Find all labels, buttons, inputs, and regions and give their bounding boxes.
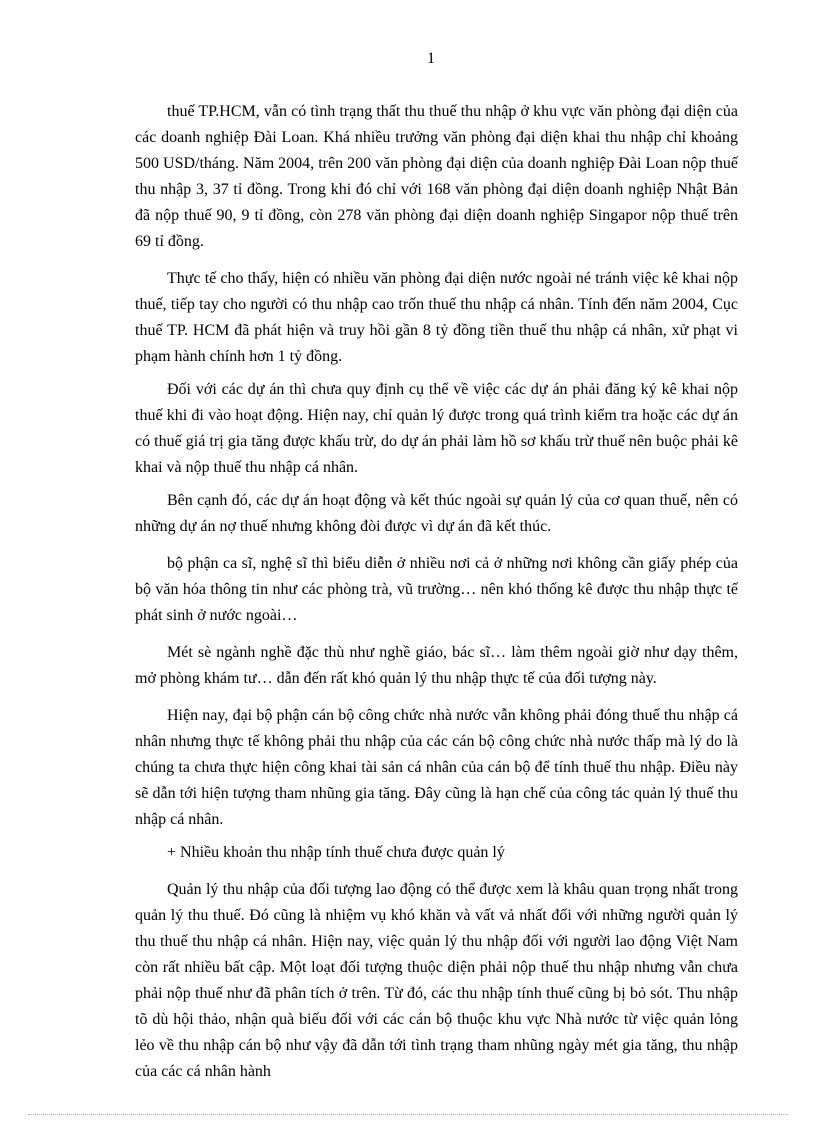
section-bullet-heading: + Nhiều khoản thu nhập tính thuế chưa được quản lý — [167, 844, 505, 861]
paragraph: Quản lý thu nhập của đối tượng lao động có thể được xem là khâu quan trọng nhất trong quản lý thu thuế. Đó cũng là nhiệm vụ khó khăn và vất vả nhất đối với những người quản lý thu thuế thu nhập cá nhân. Hiện nay, việc quản lý thu nhập đối với người lao động Việt Nam còn rất nhiều bất cập. Một loạt đối tượng thuộc diện phải nộp thuế thu nhập nhưng vẫn chưa phải nộp thuế như đã phân tích ở trên. Từ đó, các thu nhập tính thuế cũng bị bỏ sót. Thu nhập tõ dù hội thảo, nhận quà biếu đối với các cán bộ thuộc khu vực Nhà nước từ việc quản lỏng lẻo về thu nhập cán bộ như vậy đã dẫn tới tình trạng tham nhũng ngày mét gia tăng, thu nhập của các cá nhân hành — [135, 881, 738, 1080]
paragraph: Bên cạnh đó, các dự án hoạt động và kết thúc ngoài sự quản lý của cơ quan thuế, nên có những dự án nợ thuế nhưng không đòi được vì dự án đã kết thúc. — [135, 492, 738, 535]
paragraph: Mét sè ngành nghề đặc thù như nghề giáo, bác sĩ… làm thêm ngoài giờ như dạy thêm, mở phòng khám tư… dẫn đến rất khó quản lý thu nhập thực tế của đối tượng này. — [135, 644, 738, 687]
paragraph: Đối với các dự án thì chưa quy định cụ thể về việc các dự án phải đăng ký kê khai nộp thuế khi đi vào hoạt động. Hiện nay, chỉ quản lý được trong quá trình kiểm tra hoặc các dự án có thuế giá trị gia tăng được khấu trừ, do dự án phải làm hồ sơ khấu trừ thuế nên buộc phải kê khai và nộp thuế thu nhập cá nhân. — [135, 381, 738, 476]
paragraph: thuế TP.HCM, vẫn có tình trạng thất thu thuế thu nhập ở khu vực văn phòng đại diện của các doanh nghiệp Đài Loan. Khá nhiều trưởng văn phòng đại diện khai thu nhập chỉ khoảng 500 USD/tháng. Năm 2004, trên 200 văn phòng đại diện của doanh nghiệp Đài Loan nộp thuế thu nhập 3, 37 tỉ đồng. Trong khi đó chỉ với 168 văn phòng đại diện doanh nghiệp Nhật Bản đã nộp thuế 90, 9 tỉ đồng, còn 278 văn phòng đại diện doanh nghiệp Singapor nộp thuế trên 69 tỉ đồng. — [135, 103, 738, 250]
paragraph: Hiện nay, đại bộ phận cán bộ công chức nhà nước vẫn không phải đóng thuế thu nhập cá nhân nhưng thực tế không phải thu nhập của các cán bộ công chức nhà nước thấp mà lý do là chúng ta chưa thực hiện công khai tài sản cá nhân của cán bộ để tính thuế thu nhập. Điều này sẽ dẫn tới hiện tượng tham nhũng gia tăng. Đây cũng là hạn chế của công tác quản lý thuế thu nhập cá nhân. — [135, 707, 738, 828]
paragraph: Thực tế cho thấy, hiện có nhiều văn phòng đại diện nước ngoài né tránh việc kê khai nộp thuế, tiếp tay cho người có thu nhập cao trốn thuế thu nhập cá nhân. Tính đến năm 2004, Cục thuế TP. HCM đã phát hiện và truy hồi gần 8 tỷ đồng tiền thuế thu nhập cá nhân, xử phạt vi phạm hành chính hơn 1 tỷ đồng. — [135, 270, 738, 365]
paragraph: bộ phận ca sĩ, nghệ sĩ thì biểu diễn ở nhiều nơi cả ở những nơi không cần giấy phép của bộ văn hóa thông tin như các phòng trà, vũ trường… nên khó thống kê được thu nhập thực tế phát sinh ở nước ngoài… — [135, 555, 738, 624]
footer-divider — [28, 1114, 788, 1115]
body-text — [135, 99, 738, 1096]
page-number: 1 — [427, 50, 435, 67]
